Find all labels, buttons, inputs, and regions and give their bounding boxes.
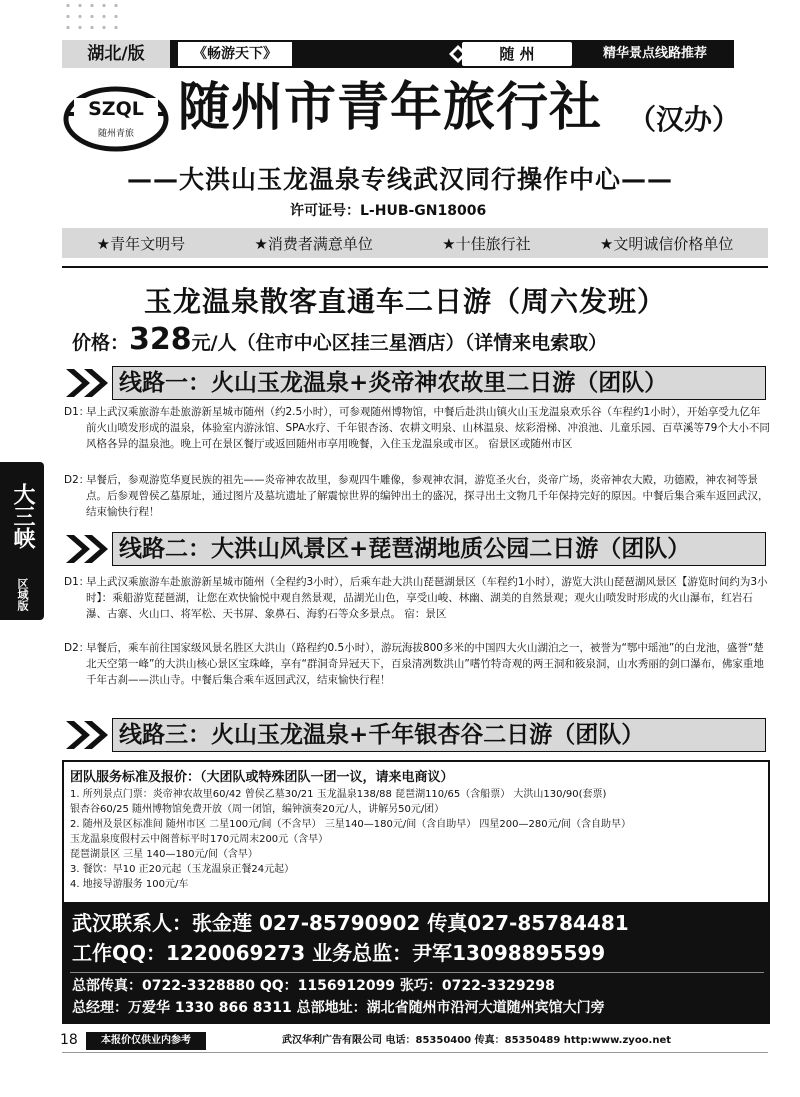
route-1-day-2	[64, 472, 770, 520]
price-line	[72, 322, 607, 357]
day-label: D1：	[64, 576, 90, 588]
service-line: 1. 所列景点门票：炎帝神农故里60/42 曾侯乙墓30/21 玉龙温泉138/88 琵琶湖110/65（含船票） 大洪山130/90(套票)	[70, 789, 607, 800]
route-1-day-1	[64, 404, 770, 452]
honors-bar	[62, 228, 768, 258]
footer-divider	[62, 1052, 768, 1053]
service-line: 2. 随州及景区标准间 随州市区 二星100元/间（不含早） 三星140—180元/间（含自助早） 四星200—280元/间（含自助早）	[70, 819, 631, 830]
service-line: 琵琶湖景区 三星 140—180元/间（含早）	[70, 849, 258, 860]
agency-name: 随州市青年旅行社	[178, 78, 603, 138]
service-line: 3. 餐饮：早10 正20元起（玉龙温泉正餐24元起）	[70, 864, 295, 875]
main-title: 玉龙温泉散客直通车二日游（周六发班）	[143, 285, 666, 318]
route-3-title: 线路三：火山玉龙温泉+千年银杏谷二日游（团队）	[112, 718, 766, 752]
region-tag: 湖北/版	[62, 40, 170, 68]
contact-hq: 总部传真：0722-3328880 QQ：1156912099 张巧：0722-3329298	[72, 978, 555, 994]
route-2-day-1	[64, 574, 770, 622]
contact-divider	[70, 972, 764, 973]
logo-text: SZQL	[74, 98, 158, 120]
day-text: 早上武汉乘旅游车赴旅游新星城市随州（全程约3小时），后乘车赴大洪山琵琶湖景区（车程约1小时），游览大洪山琵琶湖风景区【游览时间约为3小时】：乘船游览琵琶湖，让您在欢快愉悦中观自然景观，品湖光山色，享受山峻、林幽、湖美的自然景观；观火山喷发时形成的火山瀑布，红岩石瀑、古寨、火山口、将军松、天书屏、象鼻石、海豹石等众多景点。 宿：景区	[86, 576, 768, 620]
route-1-title: 线路一：火山玉龙温泉+炎帝神农故里二日游（团队）	[112, 366, 766, 400]
license-number: 许可证号：L-HUB-GN18006	[290, 203, 487, 219]
honor-item: ★消费者满意单位	[254, 234, 373, 253]
logo-subtext: 随州青旅	[97, 129, 134, 139]
honor-item: ★十佳旅行社	[442, 234, 531, 253]
side-tab-title: 大三峡	[10, 483, 35, 549]
double-chevron-icon	[64, 532, 112, 566]
double-chevron-icon	[64, 366, 112, 400]
contact-qq: 工作QQ：1220069273 业务总监：尹军13098895599	[72, 941, 606, 965]
honor-item: ★文明诚信价格单位	[599, 234, 734, 253]
day-text: 早餐后，乘车前往国家级风景名胜区大洪山（路程约0.5小时），游玩海拔800多米的中国四大火山湖泊之一，被誉为“鄂中瑶池”的白龙池，盛誉“楚北天空第一峰”的大洪山核心景区宝珠峰，享有“群洞奇异冠天下，百泉清冽数洪山”嗜竹特奇观的两王洞和筱泉洞，山水秀丽的剑口瀑布，佛家重地千年古刹——洪山寺。中餐后集合乘车返回武汉，结束愉快行程！	[86, 642, 764, 686]
footer-note: 本报价仅供业内参考	[86, 1032, 206, 1050]
route-2-day-2	[64, 640, 770, 688]
footer-credit: 武汉华利广告有限公司 电话：85350400 传真：85350489 http:www.zyoo.net	[282, 1035, 672, 1046]
agency-tagline: ——大洪山玉龙温泉专线武汉同行操作中心——	[126, 165, 673, 194]
day-label: D2：	[64, 474, 90, 486]
day-label: D2：	[64, 642, 90, 654]
price-suffix: 元/人（住市中心区挂三星酒店）（详情来电索取）	[191, 332, 608, 354]
service-line: 玉龙温泉度假村云中阁普标平时170元周末200元（含早）	[70, 834, 329, 845]
day-text: 早餐后，参观游览华夏民族的祖先——炎帝神农故里，参观四牛雕像，参观神农洞，游览圣火台，炎帝广场，炎帝神农大殿，功德殿，神农祠等景点。后参观曾侯乙墓原址，通过图片及墓坑遗址了解震惊世界的编钟出土的盛况，探寻出土文物几千年保持完好的原因。中餐后集合乘车返回武汉，结束愉快行程！	[86, 474, 769, 518]
divider	[62, 266, 768, 268]
honor-item: ★青年文明号	[96, 234, 186, 253]
decorative-dots	[62, 0, 122, 34]
day-label: D1：	[64, 406, 90, 418]
service-line: 银杏谷60/25 随州博物馆免费开放（周一闭馆，编钟演奏20元/人，讲解另50元/团）	[70, 804, 445, 815]
service-title: 团队服务标准及报价：（大团队或特殊团队一团一议，请来电商议）	[70, 770, 454, 785]
contact-manager: 总经理：万爱华 1330 866 8311 总部地址：湖北省随州市沿河大道随州宾馆大门旁	[72, 1000, 605, 1016]
service-line: 4. 地接导游服务 100元/车	[70, 879, 189, 890]
agency-logo	[62, 84, 170, 154]
header-tagline: 精华景点线路推荐	[602, 46, 707, 61]
contact-primary: 武汉联系人：张金莲 027-85790902 传真027-85784481	[72, 911, 629, 935]
price-prefix: 价格：	[72, 332, 130, 354]
double-chevron-icon	[64, 718, 112, 752]
day-text: 早上武汉乘旅游车赴旅游新星城市随州（约2.5小时），可参观随州博物馆，中餐后赴洪山镇火山玉龙温泉欢乐谷（车程约1小时），开始享受九亿年前火山喷发形成的温泉，体验室内游泳馆、SPA水疗、千年银杏汤、农耕文明泉、山林温泉、炫彩滑梯、冲浪池、儿童乐园、百草溪等79个大小不同风格各异的温泉池。晚上可在景区餐厅或返回随州市享用晚餐，入住玉龙温泉或市区。 宿景区或随州市区	[86, 406, 770, 450]
page-number: 18	[60, 1032, 78, 1048]
magazine-tag: 《畅游天下》	[176, 40, 294, 68]
side-tab-subtitle: 区域版	[16, 577, 29, 611]
route-2-title: 线路二：大洪山风景区+琵琶湖地质公园二日游（团队）	[112, 532, 766, 566]
agency-subtitle: （汉办）	[628, 103, 741, 136]
city-tag: 随 州	[462, 42, 572, 66]
price-value: 328	[129, 322, 192, 357]
side-region-tab	[0, 462, 44, 620]
